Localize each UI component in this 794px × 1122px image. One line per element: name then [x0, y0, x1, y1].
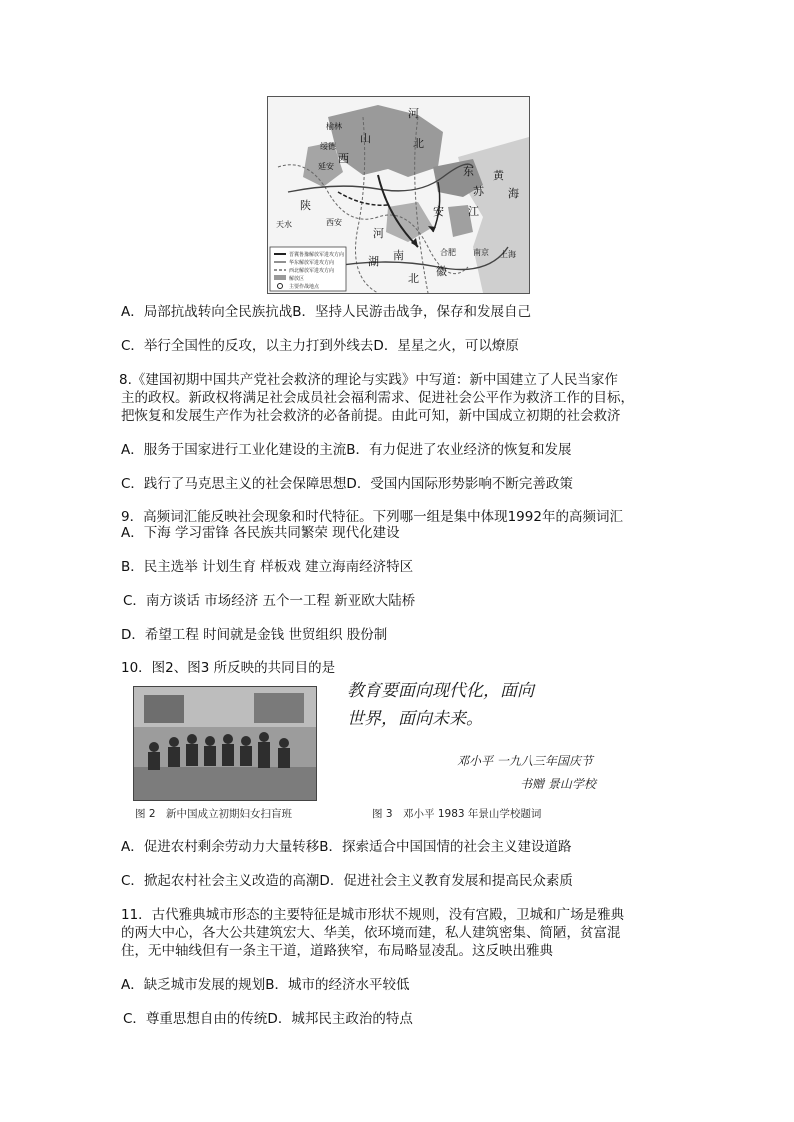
q7-options-ab: A．局部抗战转向全民族抗战B．坚持人民游击战争，保存和发展自己	[121, 304, 531, 320]
q8-options-cd: C．践行了马克思主义的社会保障思想D．受国内国际形势影响不断完善政策	[121, 476, 573, 492]
legend-label: 晋冀鲁豫解放军进攻方向	[289, 252, 345, 258]
fig2-literacy-class-photo	[133, 686, 317, 801]
q9-option-a: A．下海 学习雷锋 各民族共同繁荣 现代化建设	[121, 525, 400, 541]
map-label: 山	[360, 132, 371, 145]
map-label: 北	[408, 272, 419, 285]
map-label: 徽	[436, 265, 447, 278]
q10-options-cd: C．掀起农村社会主义改造的高潮D．促进社会主义教育发展和提高民众素质	[121, 873, 573, 889]
map-label: 苏	[473, 185, 484, 198]
q11-options-cd: C．尊重思想自由的传统D．城邦民主政治的特点	[123, 1011, 413, 1027]
fig3-caption: 图 3 邓小平 1983 年景山学校题词	[372, 808, 542, 820]
map-label: 河	[373, 227, 384, 240]
map-label: 天水	[276, 220, 292, 229]
map-label: 湖	[368, 255, 379, 268]
map-label: 海	[508, 187, 519, 200]
legend-swatch	[274, 275, 286, 280]
q8-stem-line1: 8.《建国初期中国共产党社会救济的理论与实践》中写道：新中国建立了人民当家作	[119, 372, 618, 388]
map-label: 黄	[493, 169, 504, 182]
map-label: 延安	[318, 162, 334, 171]
q11-stem-line3: 住，无中轴线但有一条主干道，道路狭窄，布局略显凌乱。这反映出雅典	[121, 943, 553, 959]
q11-options-ab: A．缺乏城市发展的规划B．城市的经济水平较低	[121, 977, 410, 993]
map-drawing	[268, 97, 529, 293]
fig2-caption: 图 2 新中国成立初期妇女扫盲班	[135, 808, 293, 820]
q11-stem-line2: 的两大中心，各大公共建筑宏大、华美，依环境而建，私人建筑密集、简陋，贫富混	[121, 925, 621, 941]
q7-options-cd: C．举行全国性的反攻，以主力打到外线去D．星星之火，可以燎原	[121, 338, 519, 354]
map-label: 西	[338, 152, 349, 165]
q9-option-b: B．民主选举 计划生育 样板戏 建立海南经济特区	[121, 559, 414, 575]
map-label: 北	[413, 137, 424, 150]
fig3-calligraphy-dedication: 书赠 景山学校	[520, 777, 596, 791]
fig2-photo-drawing	[134, 687, 316, 800]
liberated-area-north	[328, 105, 443, 177]
q8-stem-line3: 把恢复和发展生产作为社会救济的必备前提。由此可知，新中国成立初期的社会救济	[121, 408, 621, 424]
fig3-calligraphy-line1: 教育要面向现代化，面向	[347, 681, 534, 701]
legend-label: 解放区	[289, 276, 305, 282]
map-label: 河	[408, 107, 419, 120]
q8-stem-line2: 主的政权。新政权将满足社会成员社会福利需求、促进社会公平作为救济工作的目标，	[121, 390, 634, 406]
battle-map-figure	[267, 96, 530, 294]
legend-label: 主要作战地点	[289, 284, 320, 290]
map-label: 南京	[473, 248, 489, 257]
q8-options-ab: A．服务于国家进行工业化建设的主流B．有力促进了农业经济的恢复和发展	[121, 442, 572, 458]
q9-option-d: D．希望工程 时间就是金钱 世贸组织 股份制	[121, 627, 388, 643]
q10-stem: 10．图2、图3 所反映的共同目的是	[121, 660, 336, 676]
map-label: 榆林	[326, 122, 342, 131]
fig3-calligraphy-signature: 邓小平 一九八三年国庆节	[457, 754, 593, 768]
map-label: 上海	[500, 250, 516, 259]
map-label: 西安	[326, 218, 342, 227]
map-label: 江	[468, 205, 479, 218]
q11-stem-line1: 11．古代雅典城市形态的主要特征是城市形状不规则，没有宫殿，卫城和广场是雅典	[121, 907, 625, 923]
map-label: 东	[463, 165, 474, 178]
q10-options-ab: A．促进农村剩余劳动力大量转移B．探索适合中国国情的社会主义建设道路	[121, 839, 572, 855]
map-label: 合肥	[440, 248, 456, 257]
q9-stem: 9．高频词汇能反映社会现象和时代特征。下列哪一组是集中体现1992年的高频词汇	[121, 509, 623, 525]
map-label: 绥德	[320, 142, 336, 151]
map-label: 安	[433, 205, 444, 218]
legend-label: 西北解放军进攻方向	[289, 268, 335, 274]
map-label: 陕	[300, 199, 311, 212]
q9-option-c: C．南方谈话 市场经济 五个一工程 新亚欧大陆桥	[123, 593, 416, 609]
map-label: 南	[393, 249, 404, 262]
legend-label: 华东解放军进攻方向	[289, 260, 335, 266]
fig3-calligraphy-line2: 世界，面向未来。	[347, 709, 483, 729]
